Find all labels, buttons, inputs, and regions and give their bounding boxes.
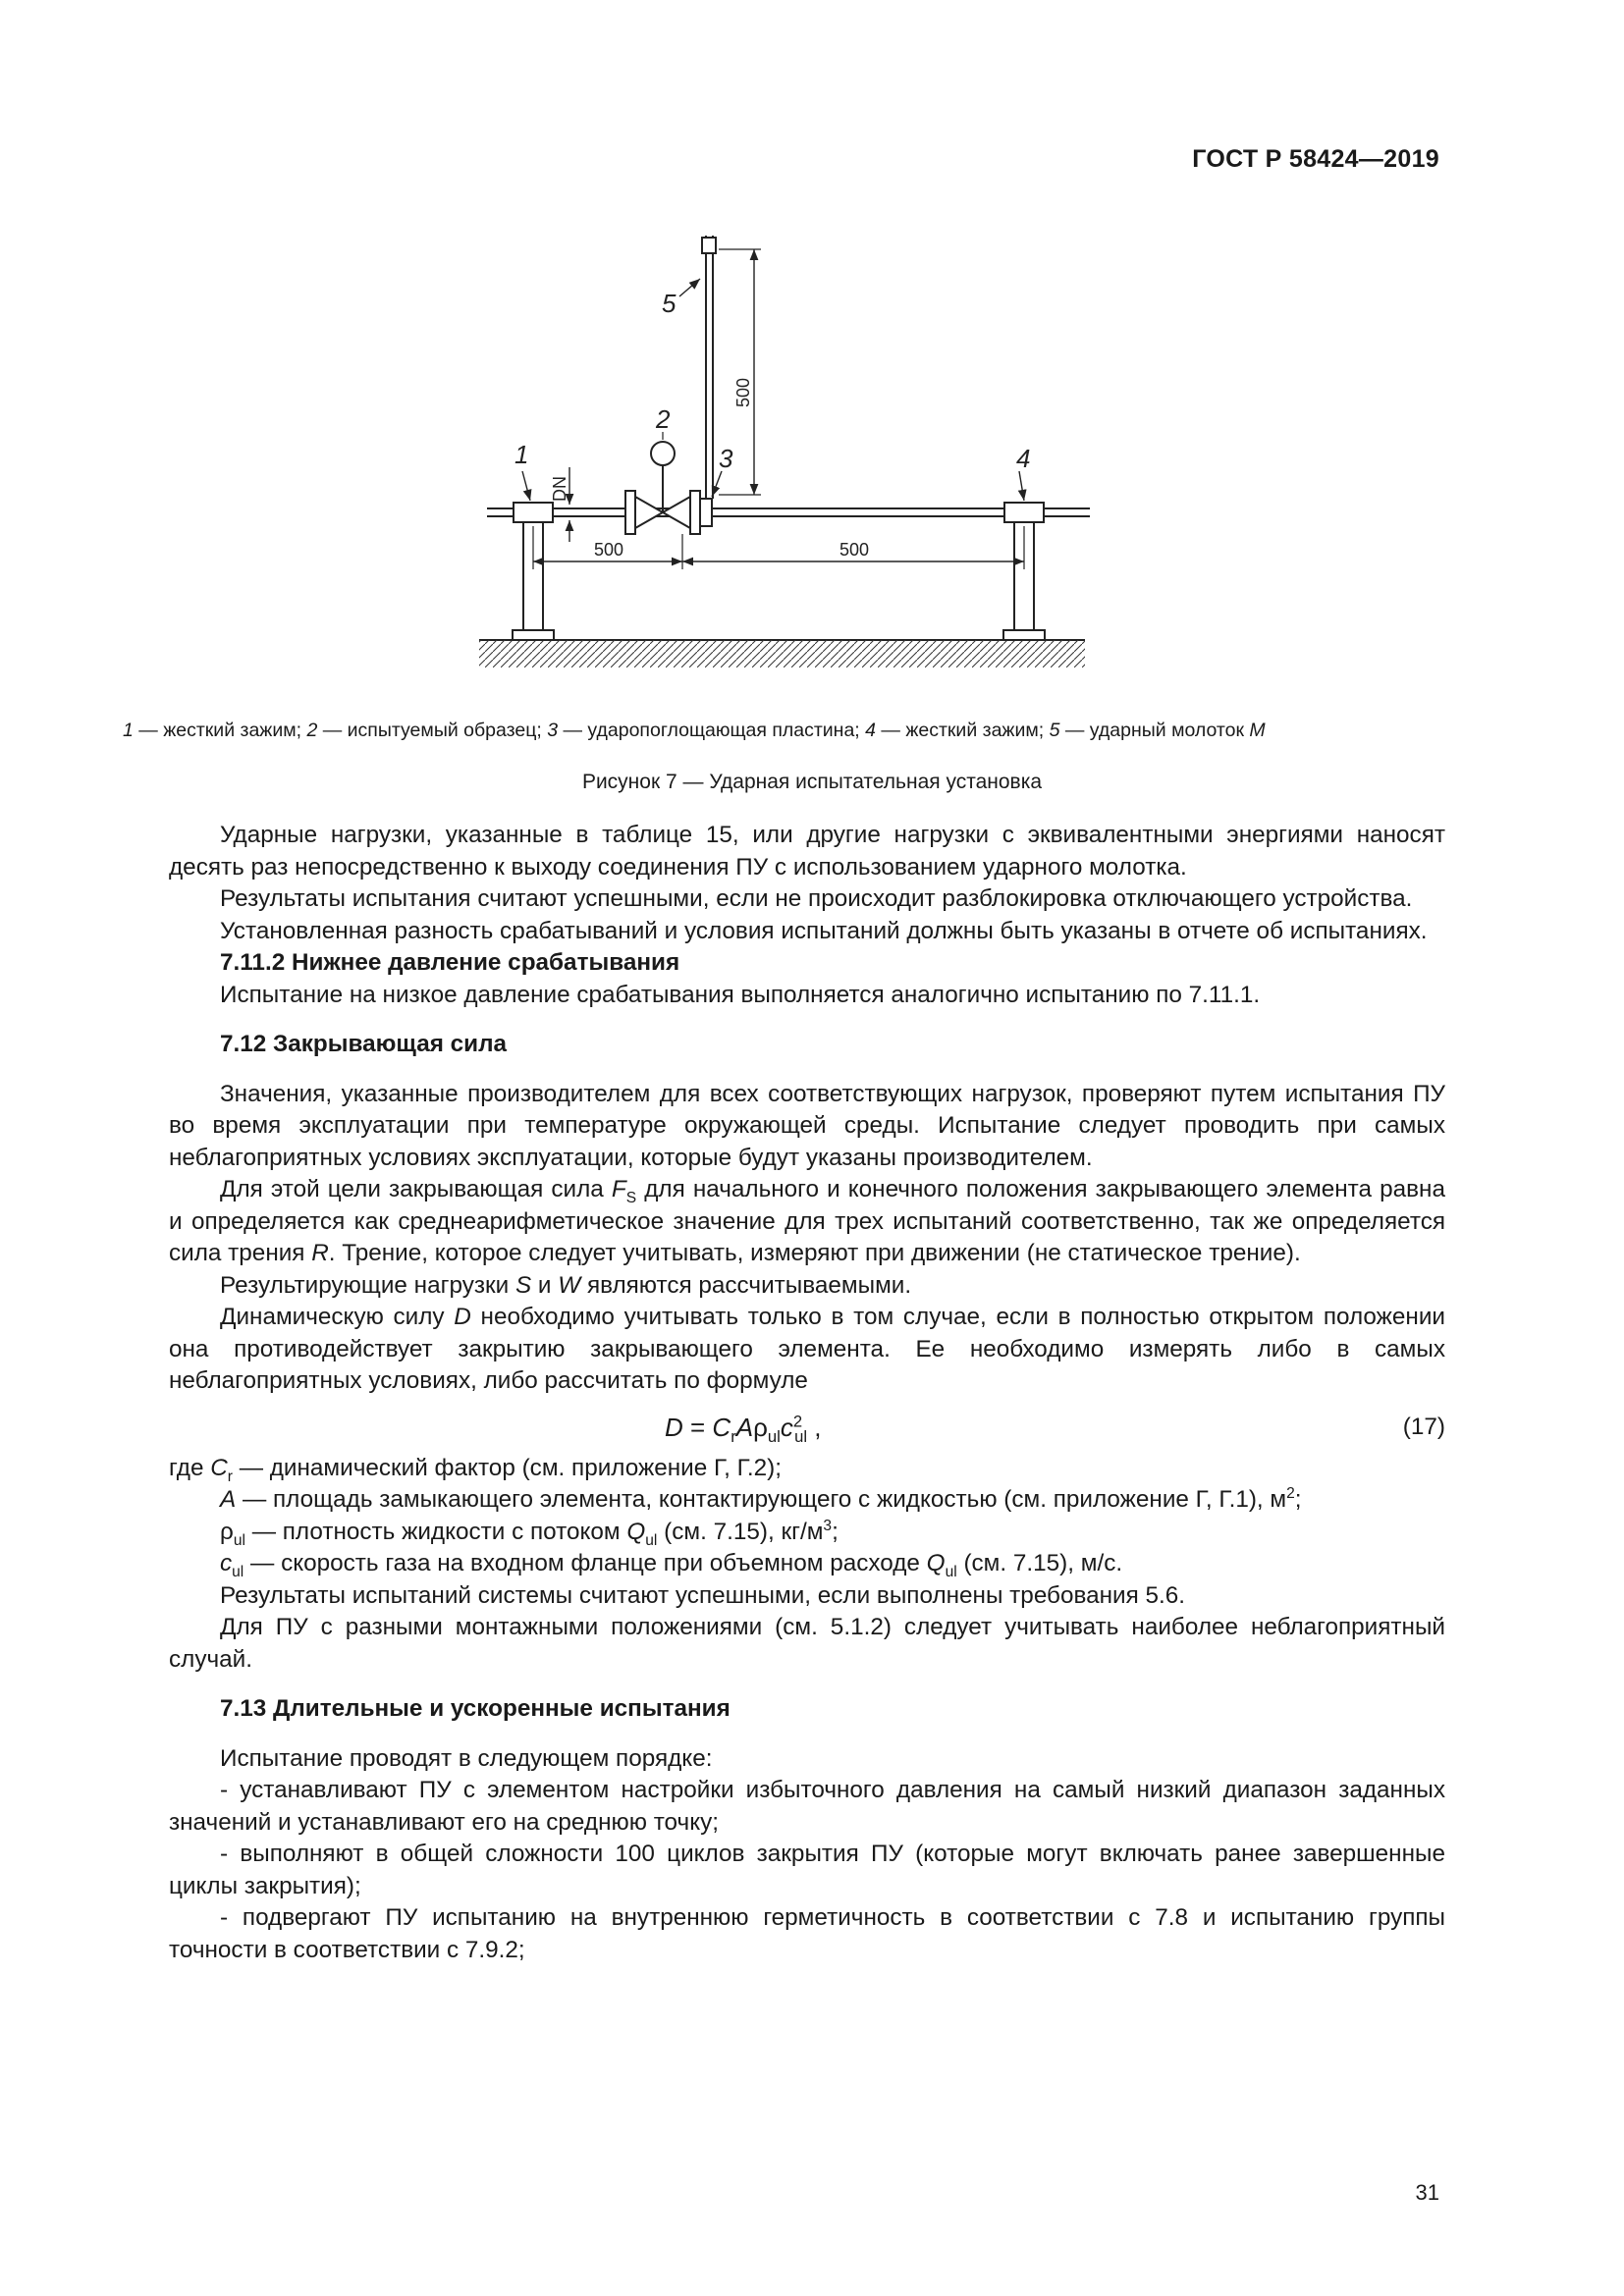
paragraph: Испытание проводят в следующем порядке:: [220, 1744, 713, 1772]
gauge: [651, 442, 675, 465]
section-heading-7-13: 7.13 Длительные и ускоренные испытания: [220, 1695, 731, 1722]
body-text: [169, 820, 1445, 1966]
paragraph: Значения, указанные производителем для всех соответствующих нагрузок, проверяют путем испытания ПУ во время эксплуатации при температуре окружающей среды. Испытание следует проводить при самых неблагоприятных условиях эксплуатации, которые будут указаны производителем.: [169, 1080, 1445, 1171]
document-id: ГОСТ Р 58424—2019: [1192, 145, 1439, 173]
paragraph: Испытание на низкое давление срабатывания выполняется аналогично испытанию по 7.11.1.: [220, 981, 1261, 1008]
paragraph: Установленная разность срабатываний и условия испытаний должны быть указаны в отчете об испытаниях.: [220, 917, 1428, 944]
page-number: 31: [1415, 2180, 1439, 2205]
label-3: 3: [719, 444, 733, 473]
dim-right-500: 500: [839, 540, 870, 560]
impact-test-diagram: [461, 236, 1100, 687]
paragraph: Результирующие нагрузки S и W являются рассчитываемыми.: [220, 1271, 912, 1299]
ground-hatch: [479, 640, 1085, 667]
section-heading-7-12: 7.12 Закрывающая сила: [220, 1031, 508, 1057]
paragraph: Динамическую силу D необходимо учитывать только в том случае, если в полностью открытом положении она противодействует закрытию закрывающего элемента. Ее необходимо измерять либо в самых неблагоприятных условиях, либо рассчитать по формуле: [169, 1304, 1445, 1394]
formula-legend: где $C_r$ — динамический фактор (см. приложение Г, Г.2); A — площадь замыкающего элемента, контактирующего с жидкостью (см. приложение Г, Г.1), $м^2$; $\rho_{ul}$ — плотность жидкости с потоком $Q_{ul}$ (см. 7.15), $кг/м^3$; $c_{ul}$ — скорость газа на входном фланце при объемном расходе $Q_{ul}$ (см. 7.15), м/с.: [169, 1454, 1302, 1580]
figure-caption: Рисунок 7 — Ударная испытательная установка: [581, 771, 1043, 793]
right-clamp: [1004, 503, 1044, 522]
list-item: - устанавливают ПУ с элементом настройки избыточного давления на самый низкий диапазон заданных значений и устанавливают его на среднюю точку;: [169, 1777, 1445, 1836]
formula-17: [169, 1404, 1445, 1453]
right-foot: [1003, 630, 1045, 640]
label-2: 2: [656, 404, 671, 434]
section-heading-7-11-2: 7.11.2 Нижнее давление срабатывания: [220, 949, 680, 976]
left-foot: [513, 630, 554, 640]
paragraph: Результаты испытания считают успешными, если не происходит разблокировка отключающего устройства.: [220, 885, 1413, 912]
paragraph: Для ПУ с разными монтажными положениями (см. 5.1.2) следует учитывать наиболее неблагоприятный случай.: [169, 1614, 1445, 1673]
paragraph: Для этой цели закрывающая сила $F_S$ для начального и конечного положения закрывающего элемента равна и определяется как среднеарифметическое значение для трех испытаний соответственно, так же определяется сила трения R. Трение, которое следует учитывать, измеряют при движении (не статическое трение).: [169, 1176, 1445, 1266]
impact-test-figure: [461, 236, 1100, 687]
absorbing-plate: [700, 499, 712, 526]
formula-number: (17): [1402, 1413, 1445, 1440]
label-4: 4: [1016, 444, 1031, 473]
figure-legend: 1 — жесткий зажим; 2 — испытуемый образец; 3 — ударопоглощающая пластина; 4 — жесткий зажим; 5 — ударный молоток M: [123, 720, 1266, 741]
paragraph: Ударные нагрузки, указанные в таблице 15, или другие нагрузки с эквивалентными энергиями наносят десять раз непосредственно к выходу соединения ПУ с использованием ударного молотка.: [169, 822, 1445, 881]
paragraph: Результаты испытаний системы считают успешными, если выполнены требования 5.6.: [220, 1581, 1186, 1609]
dim-vertical-500: 500: [733, 377, 753, 408]
list-item: - подвергают ПУ испытанию на внутреннюю герметичность в соответствии с 7.8 и испытанию группы точности в соответствии с 7.9.2;: [169, 1904, 1445, 1963]
dim-left-500: 500: [593, 540, 624, 560]
valve-right-flange: [690, 491, 700, 534]
dim-dn: DN: [550, 476, 569, 502]
label-5: 5: [662, 289, 677, 318]
list-item: - выполняют в общей сложности 100 циклов закрытия ПУ (которые могут включать ранее завершенные циклы закрытия);: [169, 1841, 1445, 1899]
hammer-head: [702, 238, 716, 253]
formula-expression: $D = C_rA\rho_{ul}c^2_{ul}$ ,: [665, 1411, 822, 1446]
label-1: 1: [514, 440, 529, 469]
valve-left-flange: [625, 491, 635, 534]
left-clamp: [514, 503, 553, 522]
